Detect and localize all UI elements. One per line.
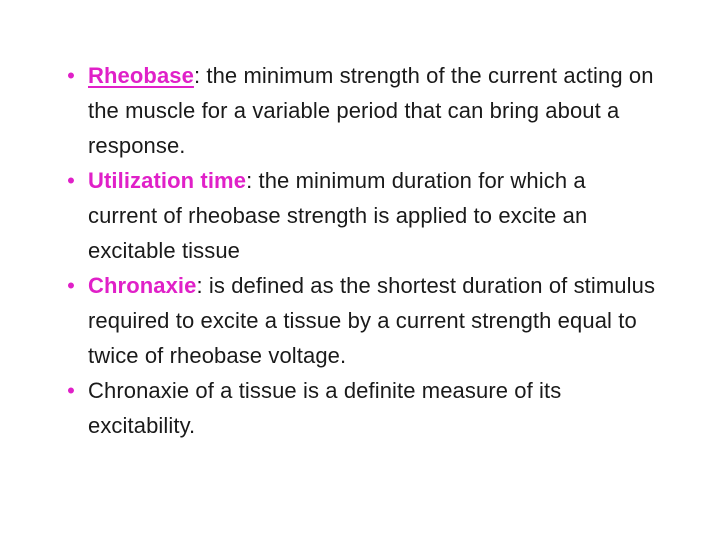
bullet-item-rheobase <box>60 58 660 163</box>
bullet-list <box>60 58 660 443</box>
bullet-item-utilization-time <box>60 163 660 268</box>
bullet-item-chronaxie-measure <box>60 373 660 443</box>
bullet-item-chronaxie <box>60 268 660 373</box>
bullet-dot-icon: • <box>67 273 75 298</box>
statement-chronaxie-measure: Chronaxie of a tissue is a definite measure of its excitability. <box>88 378 562 438</box>
term-chronaxie: Chronaxie <box>88 273 197 298</box>
bullet-dot-icon: • <box>67 168 75 193</box>
term-utilization-time: Utilization time <box>88 168 247 193</box>
term-rheobase: Rheobase <box>88 63 194 88</box>
bullet-dot-icon: • <box>67 378 75 403</box>
definition-rheobase: : the minimum strength of the current acting on the muscle for a variable period that can bring about a response. <box>88 63 654 158</box>
definition-chronaxie: : is defined as the shortest duration of stimulus required to excite a tissue by a current strength equal to twice of rheobase voltage. <box>88 273 656 368</box>
definition-utilization-time: : the minimum duration for which a current of rheobase strength is applied to excite an excitable tissue <box>88 168 588 263</box>
bullet-dot-icon: • <box>67 63 75 88</box>
